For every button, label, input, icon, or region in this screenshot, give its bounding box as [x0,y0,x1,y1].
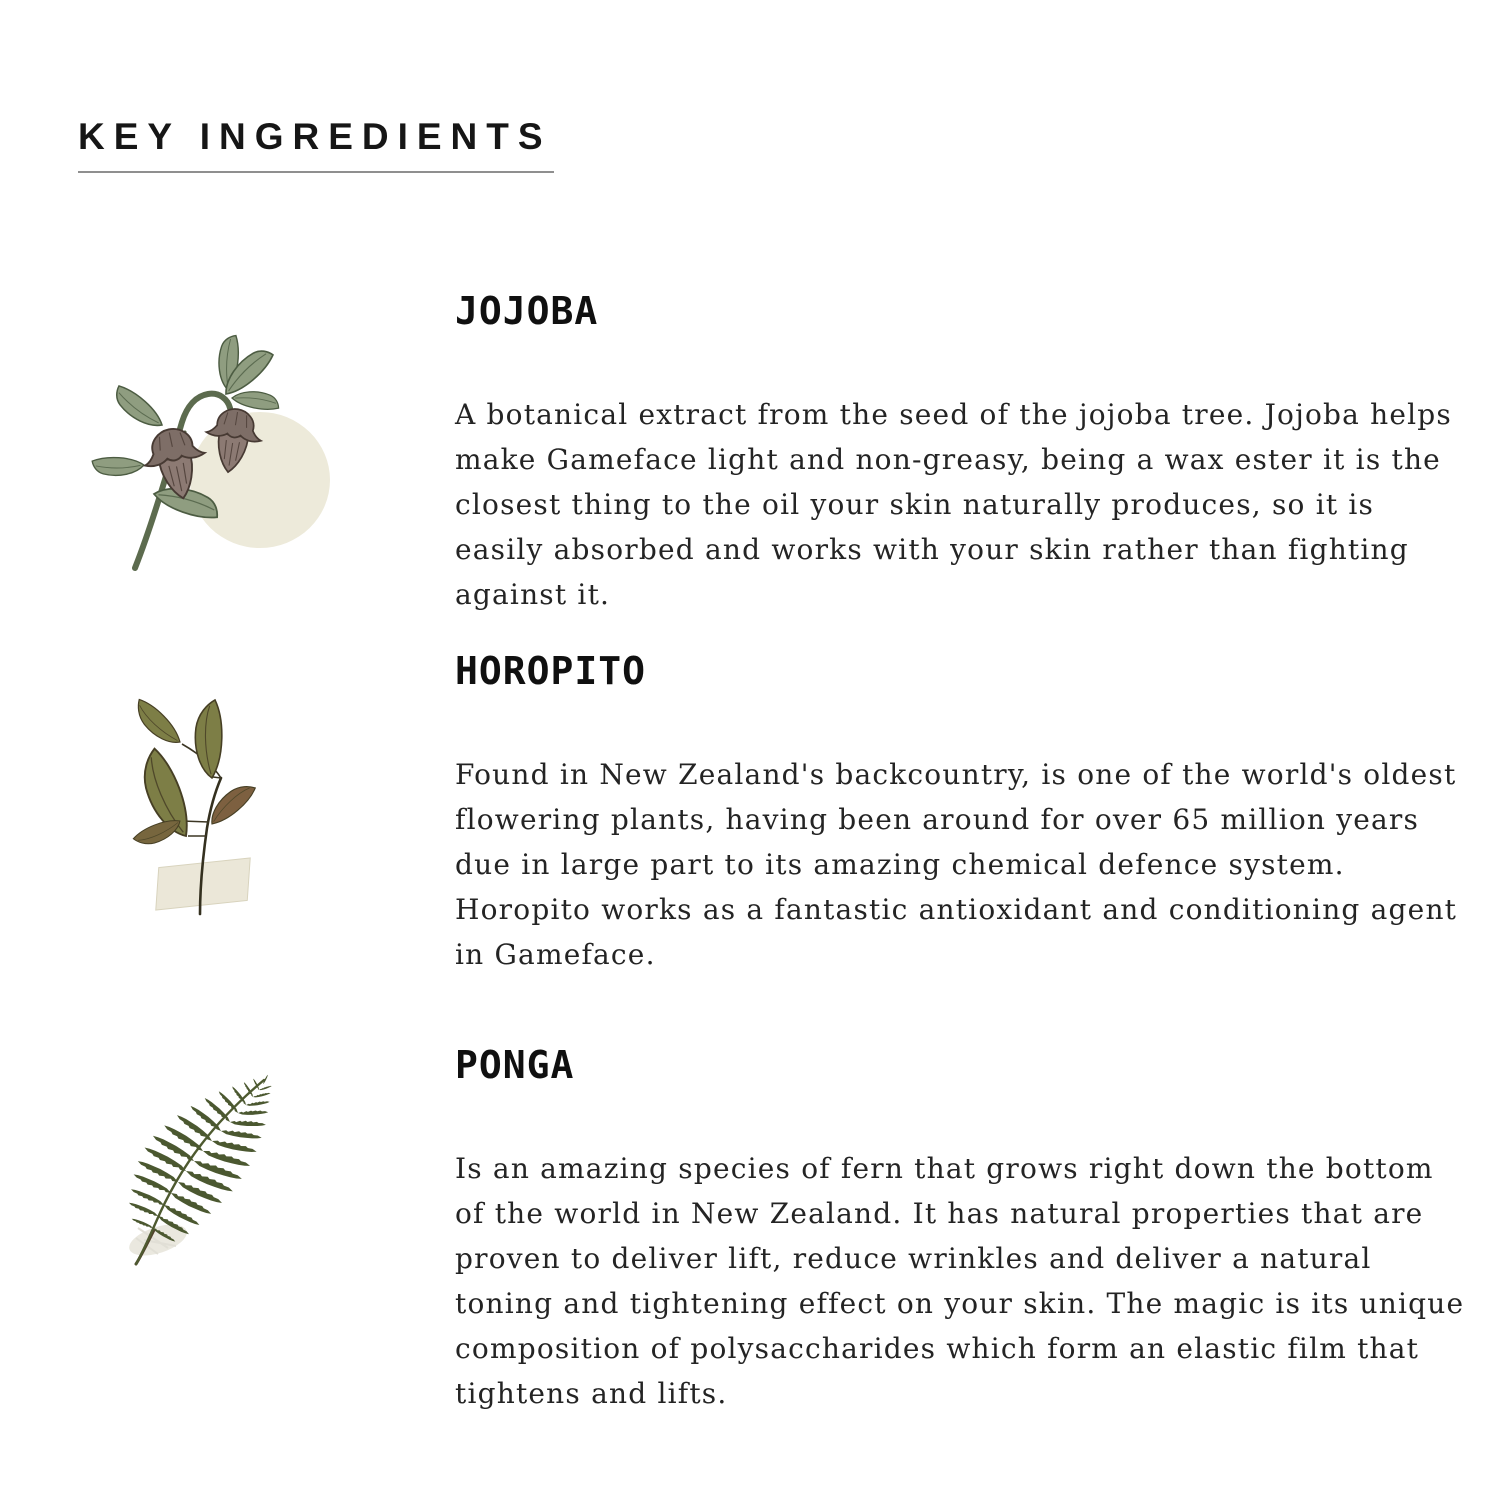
horopito-illustration [120,688,270,923]
ponga-illustration [128,1068,278,1283]
ingredient-description-horopito: Found in New Zealand's backcountry, is one of the world's oldest flowering plants, having been around for over 65 million years due in large part to its amazing chemical defence system. Horopito works as a fantastic antioxidant and conditioning agent in Gameface. [455,758,1458,971]
jojoba-illustration [90,310,340,595]
ingredient-name-jojoba: JOJOBA [455,289,599,333]
page-title: KEY INGREDIENTS [78,116,554,173]
ingredient-description-jojoba: A botanical extract from the seed of the jojoba tree. Jojoba helps make Gameface light and non-greasy, being a wax ester it is the closest thing to the oil your skin naturally produces, so it is easily absorbed and works with your skin rather than fighting against it. [455,398,1452,611]
ingredient-name-horopito: HOROPITO [455,649,647,693]
ingredient-name-ponga: PONGA [455,1043,575,1087]
ponga-fern-icon [128,1068,278,1283]
horopito-sprig-icon [120,688,270,923]
ingredient-description-ponga: Is an amazing species of fern that grows right down the bottom of the world in New Zealand. It has natural properties that are proven to deliver lift, reduce wrinkles and deliver a natural toning and tightening effect on your skin. The magic is its unique composition of polysaccharides which form an elastic film that tightens and lifts. [455,1152,1465,1410]
jojoba-branch-icon [90,310,340,595]
